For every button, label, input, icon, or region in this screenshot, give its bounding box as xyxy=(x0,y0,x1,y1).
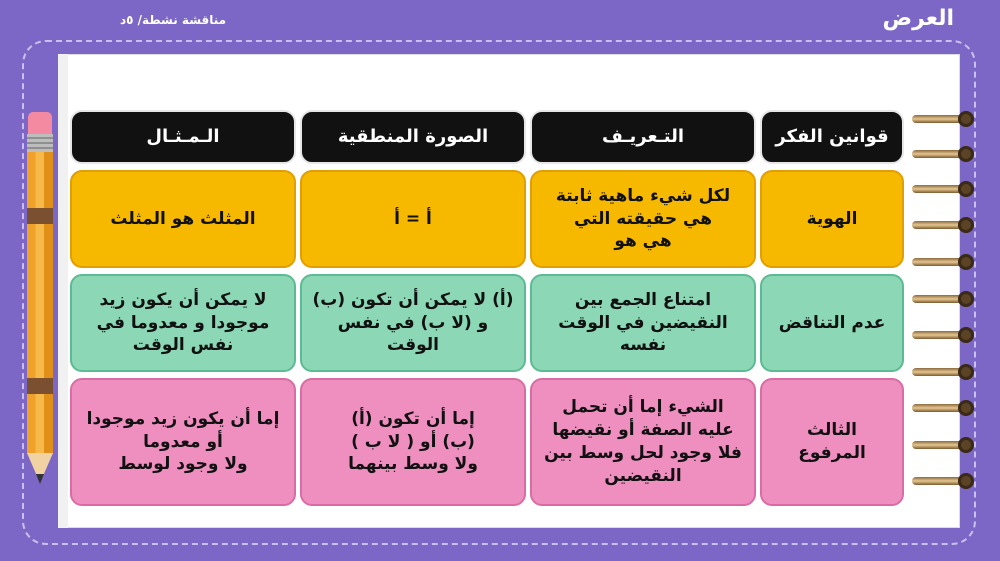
binder-ring-icon xyxy=(912,473,974,489)
binder-ring-icon xyxy=(912,254,974,270)
cell-form-identity: أ = أ xyxy=(300,170,526,268)
binder-ring-icon xyxy=(912,437,974,453)
binder-ring-icon xyxy=(912,146,974,162)
cell-example-identity: المثلث هو المثلث xyxy=(70,170,296,268)
cell-law-excluded-middle: الثالث المرفوع xyxy=(760,378,904,506)
activity-note: مناقشة نشطة/ ٥د xyxy=(120,13,227,27)
binder-ring-icon xyxy=(912,181,974,197)
slide-title: العرض xyxy=(882,6,954,31)
cell-form-excluded-middle: إما أن تكون (أ) (ب) أو ( لا ب ) ولا وسط بينهما xyxy=(300,378,526,506)
binder-ring-icon xyxy=(912,217,974,233)
pencil-icon xyxy=(27,112,53,490)
header-logical-form: الصورة المنطقية xyxy=(300,110,526,164)
cell-definition-noncontradiction: امتناع الجمع بين النقيضين في الوقت نفسه xyxy=(530,274,756,372)
binder-ring-icon xyxy=(912,291,974,307)
cell-law-noncontradiction: عدم التناقض xyxy=(760,274,904,372)
cell-definition-identity: لكل شيء ماهية ثابتة هي حقيقته التي هي هو xyxy=(530,170,756,268)
binder-ring-icon xyxy=(912,327,974,343)
binder-ring-icon xyxy=(912,400,974,416)
binder-ring-icon xyxy=(912,111,974,127)
cell-example-noncontradiction: لا يمكن أن يكون زيد موجودا و معدوما في نفس الوقت xyxy=(70,274,296,372)
header-laws: قوانين الفكر xyxy=(760,110,904,164)
header-example: الـمـثـال xyxy=(70,110,296,164)
cell-definition-excluded-middle: الشيء إما أن تحمل عليه الصفة أو نقيضها فلا وجود لحل وسط بين النقيضين xyxy=(530,378,756,506)
binder-ring-icon xyxy=(912,364,974,380)
header-definition: التـعريـف xyxy=(530,110,756,164)
cell-form-noncontradiction: (أ) لا يمكن أن تكون (ب) و (لا ب) في نفس الوقت xyxy=(300,274,526,372)
cell-example-excluded-middle: إما أن يكون زيد موجودا أو معدوما ولا وجود لوسط xyxy=(70,378,296,506)
cell-law-identity: الهوية xyxy=(760,170,904,268)
